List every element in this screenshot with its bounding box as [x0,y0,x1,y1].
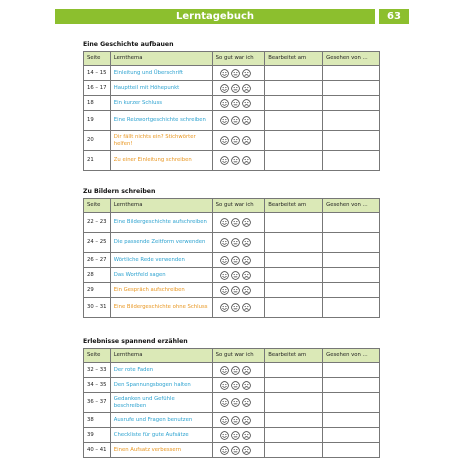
page-range-cell: 32 – 33 [84,363,111,378]
self-rating-cell [212,213,265,233]
self-rating-cell [212,393,265,413]
table-row [84,96,380,111]
column-lernthema: Lernthema [110,52,212,66]
column-lernthema: Lernthema [110,199,212,213]
page-range-cell: 26 – 27 [84,253,111,268]
learning-log-table [83,51,380,171]
happy-face-icon[interactable] [220,271,229,280]
table-row [84,111,380,131]
happy-face-icon[interactable] [220,238,229,247]
self-rating-cell [212,111,265,131]
topic-cell: Gedanken und Gefühle beschreiben [110,393,212,413]
bearbeitet-am-field[interactable] [265,96,323,111]
neutral-face-icon[interactable] [231,99,240,108]
table-row [84,443,380,458]
topic-cell: Eine Reizwortgeschichte schreiben [110,111,212,131]
page-range-cell: 18 [84,96,111,111]
sad-face-icon[interactable] [242,84,251,93]
page-range-cell: 28 [84,268,111,283]
column-so-gut-war-ich: So gut war ich [212,52,265,66]
table-header-row [84,349,380,363]
learning-log-table [83,348,380,458]
happy-face-icon[interactable] [220,366,229,375]
page-range-cell: 36 – 37 [84,393,111,413]
table-header-row [84,199,380,213]
table-row [84,393,380,413]
bearbeitet-am-field[interactable] [265,66,323,81]
section-title: Erlebnisse spannend erzählen [83,338,188,345]
topic-cell: Der rote Faden [110,363,212,378]
gesehen-von-field[interactable] [323,81,380,96]
topic-cell: Checkliste für gute Aufsätze [110,428,212,443]
neutral-face-icon[interactable] [231,366,240,375]
happy-face-icon[interactable] [220,381,229,390]
topic-cell: Dir fällt nichts ein? Stichwörter helfen! [110,131,212,151]
table-row [84,151,380,171]
column-bearbeitet-am: Bearbeitet am [265,52,323,66]
column-bearbeitet-am: Bearbeitet am [265,349,323,363]
self-rating-cell [212,298,265,318]
section-title: Eine Geschichte aufbauen [83,41,174,48]
self-rating-cell [212,81,265,96]
page-title: Lerntagebuch [55,9,375,24]
neutral-face-icon[interactable] [231,446,240,455]
sad-face-icon[interactable] [242,303,251,312]
page-range-cell: 30 – 31 [84,298,111,318]
self-rating-cell [212,151,265,171]
table-header-row [84,52,380,66]
gesehen-von-field[interactable] [323,253,380,268]
page-range-cell: 39 [84,428,111,443]
table-row [84,253,380,268]
happy-face-icon[interactable] [220,286,229,295]
neutral-face-icon[interactable] [231,116,240,125]
happy-face-icon[interactable] [220,99,229,108]
column-seite: Seite [84,349,111,363]
bearbeitet-am-field[interactable] [265,363,323,378]
section-geschichte-aufbauen [83,41,380,171]
bearbeitet-am-field[interactable] [265,213,323,233]
topic-cell: Ausrufe und Fragen benutzen [110,413,212,428]
neutral-face-icon[interactable] [231,431,240,440]
happy-face-icon[interactable] [220,416,229,425]
sad-face-icon[interactable] [242,116,251,125]
happy-face-icon[interactable] [220,398,229,407]
topic-cell: Eine Bildergeschichte ohne Schluss [110,298,212,318]
page-header [55,9,409,24]
sad-face-icon[interactable] [242,136,251,145]
topic-cell: Ein Gespräch aufschreiben [110,283,212,298]
page-range-cell: 14 – 15 [84,66,111,81]
bearbeitet-am-field[interactable] [265,268,323,283]
gesehen-von-field[interactable] [323,413,380,428]
page-range-cell: 20 [84,131,111,151]
page-range-cell: 34 – 35 [84,378,111,393]
page-number: 63 [379,9,409,24]
sad-face-icon[interactable] [242,446,251,455]
bearbeitet-am-field[interactable] [265,81,323,96]
neutral-face-icon[interactable] [231,398,240,407]
sad-face-icon[interactable] [242,69,251,78]
table-row [84,66,380,81]
section-zu-bildern-schreiben [83,188,380,318]
column-seite: Seite [84,52,111,66]
neutral-face-icon[interactable] [231,238,240,247]
bearbeitet-am-field[interactable] [265,283,323,298]
bearbeitet-am-field[interactable] [265,393,323,413]
neutral-face-icon[interactable] [231,416,240,425]
bearbeitet-am-field[interactable] [265,253,323,268]
neutral-face-icon[interactable] [231,256,240,265]
gesehen-von-field[interactable] [323,428,380,443]
gesehen-von-field[interactable] [323,66,380,81]
sad-face-icon[interactable] [242,431,251,440]
topic-cell: Die passende Zeitform verwenden [110,233,212,253]
gesehen-von-field[interactable] [323,233,380,253]
page-range-cell: 24 – 25 [84,233,111,253]
sad-face-icon[interactable] [242,286,251,295]
table-row [84,283,380,298]
self-rating-cell [212,413,265,428]
gesehen-von-field[interactable] [323,363,380,378]
neutral-face-icon[interactable] [231,136,240,145]
column-gesehen-von: Gesehen von ... [323,199,380,213]
neutral-face-icon[interactable] [231,156,240,165]
table-row [84,131,380,151]
page-range-cell: 21 [84,151,111,171]
happy-face-icon[interactable] [220,431,229,440]
column-lernthema: Lernthema [110,349,212,363]
self-rating-cell [212,378,265,393]
gesehen-von-field[interactable] [323,96,380,111]
gesehen-von-field[interactable] [323,213,380,233]
neutral-face-icon[interactable] [231,218,240,227]
section-title: Zu Bildern schreiben [83,188,156,195]
table-row [84,413,380,428]
neutral-face-icon[interactable] [231,271,240,280]
neutral-face-icon[interactable] [231,303,240,312]
bearbeitet-am-field[interactable] [265,151,323,171]
gesehen-von-field[interactable] [323,268,380,283]
gesehen-von-field[interactable] [323,111,380,131]
self-rating-cell [212,233,265,253]
column-gesehen-von: Gesehen von ... [323,52,380,66]
page-range-cell: 16 – 17 [84,81,111,96]
column-gesehen-von: Gesehen von ... [323,349,380,363]
sad-face-icon[interactable] [242,218,251,227]
topic-cell: Zu einer Einleitung schreiben [110,151,212,171]
sad-face-icon[interactable] [242,416,251,425]
happy-face-icon[interactable] [220,156,229,165]
bearbeitet-am-field[interactable] [265,111,323,131]
sad-face-icon[interactable] [242,256,251,265]
self-rating-cell [212,283,265,298]
happy-face-icon[interactable] [220,116,229,125]
gesehen-von-field[interactable] [323,393,380,413]
sad-face-icon[interactable] [242,156,251,165]
table-row [84,213,380,233]
happy-face-icon[interactable] [220,446,229,455]
page-range-cell: 19 [84,111,111,131]
self-rating-cell [212,428,265,443]
page-range-cell: 22 – 23 [84,213,111,233]
bearbeitet-am-field[interactable] [265,131,323,151]
gesehen-von-field[interactable] [323,298,380,318]
column-bearbeitet-am: Bearbeitet am [265,199,323,213]
happy-face-icon[interactable] [220,218,229,227]
topic-cell: Den Spannungsbogen halten [110,378,212,393]
happy-face-icon[interactable] [220,303,229,312]
page-range-cell: 29 [84,283,111,298]
gesehen-von-field[interactable] [323,131,380,151]
topic-cell: Das Wortfeld sagen [110,268,212,283]
self-rating-cell [212,131,265,151]
column-so-gut-war-ich: So gut war ich [212,349,265,363]
topic-cell: Eine Bildergeschichte aufschreiben [110,213,212,233]
topic-cell: Ein kurzer Schluss [110,96,212,111]
sad-face-icon[interactable] [242,381,251,390]
happy-face-icon[interactable] [220,136,229,145]
sad-face-icon[interactable] [242,238,251,247]
table-row [84,428,380,443]
happy-face-icon[interactable] [220,84,229,93]
bearbeitet-am-field[interactable] [265,443,323,458]
topic-cell: Hauptteil mit Höhepunkt [110,81,212,96]
neutral-face-icon[interactable] [231,84,240,93]
gesehen-von-field[interactable] [323,283,380,298]
gesehen-von-field[interactable] [323,443,380,458]
sad-face-icon[interactable] [242,366,251,375]
bearbeitet-am-field[interactable] [265,233,323,253]
column-seite: Seite [84,199,111,213]
neutral-face-icon[interactable] [231,69,240,78]
self-rating-cell [212,253,265,268]
sad-face-icon[interactable] [242,99,251,108]
gesehen-von-field[interactable] [323,151,380,171]
page-range-cell: 40 – 41 [84,443,111,458]
bearbeitet-am-field[interactable] [265,413,323,428]
bearbeitet-am-field[interactable] [265,428,323,443]
self-rating-cell [212,268,265,283]
topic-cell: Einen Aufsatz verbessern [110,443,212,458]
bearbeitet-am-field[interactable] [265,298,323,318]
page-range-cell: 38 [84,413,111,428]
table-row [84,268,380,283]
self-rating-cell [212,66,265,81]
table-row [84,233,380,253]
gesehen-von-field[interactable] [323,378,380,393]
happy-face-icon[interactable] [220,256,229,265]
sad-face-icon[interactable] [242,271,251,280]
table-row [84,81,380,96]
column-so-gut-war-ich: So gut war ich [212,199,265,213]
self-rating-cell [212,363,265,378]
happy-face-icon[interactable] [220,69,229,78]
neutral-face-icon[interactable] [231,381,240,390]
table-row [84,378,380,393]
section-erlebnisse-spannend [83,338,380,458]
table-row [84,298,380,318]
neutral-face-icon[interactable] [231,286,240,295]
self-rating-cell [212,443,265,458]
topic-cell: Einleitung und Überschrift [110,66,212,81]
table-row [84,363,380,378]
self-rating-cell [212,96,265,111]
bearbeitet-am-field[interactable] [265,378,323,393]
learning-log-table [83,198,380,318]
topic-cell: Wörtliche Rede verwenden [110,253,212,268]
sad-face-icon[interactable] [242,398,251,407]
